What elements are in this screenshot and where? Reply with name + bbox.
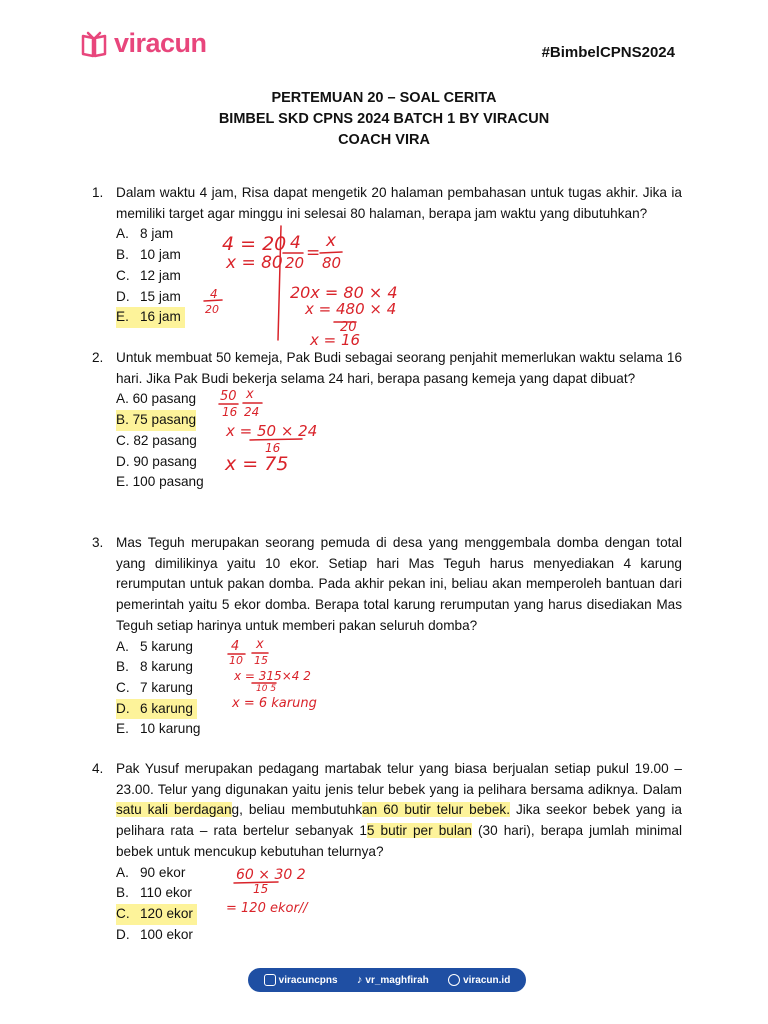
hw-q1-line2: x = 80 — [226, 253, 283, 273]
hw-q3-line3: x = 6 karung — [232, 696, 317, 711]
hw-q1-frac-d: 80 — [322, 254, 342, 272]
hw-q1-step2: x = 480 × 4 — [305, 300, 397, 318]
question-text: Dalam waktu 4 jam, Risa dapat mengetik 20 halaman pembahasan untuk tugas akhir. Jika ia memiliki target agar minggu ini selesai 80 halaman, berapa jam waktu yang dibutuhkan? — [116, 185, 682, 221]
option-c: C. 7 karung — [116, 679, 193, 695]
question-text: Untuk membuat 50 kemeja, Pak Budi sebagai seorang penjahit memerlukan waktu selama 16 hari. Jika Pak Budi bekerja selama 24 hari, berapa pasang kemeja yang dapat dibuat? — [116, 350, 682, 386]
tiktok-icon: ♪ — [356, 974, 363, 986]
option-c: C. 82 pasang — [116, 432, 197, 448]
hashtag: #BimbelCPNS2024 — [541, 44, 675, 61]
hw-q4-line3: = 120 ekor// — [226, 901, 308, 916]
hw-q2-frac-a: 50 — [220, 389, 237, 404]
hw-q4-line1: 60 × 30 2 — [236, 867, 306, 883]
option-b: B. 10 jam — [116, 247, 181, 263]
title-line-2: BIMBEL SKD CPNS 2024 BATCH 1 BY VIRACUN — [218, 111, 550, 127]
question-number: 3. — [92, 535, 104, 550]
website-link[interactable]: viracun.id — [448, 974, 510, 986]
question-text: Mas Teguh merupakan seorang pemuda di desa yang menggembala domba dengan total yang dimilikinya yaitu 10 ekor. Setiap hari Mas Teguh harus menyediakan 4 karung rerumputan untuk pakan domba. Pada akhir pekan ini, beliau akan memperoleh bantuan dari pemerintah yaitu 5 ekor domba. Berapa total karung rerumputan yang harus disediakan Mas Teguh setiap harinya untuk memberi pakan seluruh domba? — [116, 535, 682, 633]
option-b: B. 75 pasang — [116, 410, 682, 431]
instagram-icon — [264, 974, 276, 986]
option-list — [116, 637, 682, 741]
option-b: B. 110 ekor — [116, 885, 192, 901]
option-e: E. 10 karung — [116, 721, 201, 737]
document-titles — [0, 88, 768, 151]
title-line-3: COACH VIRA — [338, 132, 430, 148]
hw-q2-frac-d: 24 — [244, 405, 260, 419]
option-d: D. 90 pasang — [116, 453, 197, 469]
brand-name: viracun — [114, 28, 207, 58]
hw-q2-line2: 16 — [265, 441, 281, 455]
hw-q1-step4: x = 16 — [310, 331, 361, 349]
question-number: 1. — [92, 185, 104, 200]
hw-q3-frac-a: 4 — [231, 639, 240, 654]
option-e: E. 100 pasang — [116, 474, 204, 490]
hw-q3-line2: 10 5 — [256, 684, 277, 694]
hw-q1-side-b: 20 — [205, 303, 219, 316]
title-line-1: PERTEMUAN 20 – SOAL CERITA — [271, 90, 497, 106]
option-d: D. 6 karung — [116, 699, 682, 720]
hw-q2-frac-c: x — [246, 387, 254, 402]
hw-q2-line3: x = 75 — [225, 453, 289, 475]
hw-q1-line1: 4 = 20 — [222, 233, 287, 255]
hw-q1-step3: 20 — [340, 320, 357, 335]
question-4 — [92, 759, 682, 945]
page-header — [0, 0, 768, 80]
option-list — [116, 389, 682, 493]
question-number: 2. — [92, 350, 104, 365]
social-footer — [248, 968, 526, 992]
hw-q1-step1: 20x = 80 × 4 — [290, 283, 398, 302]
option-a: A. 5 karung — [116, 638, 193, 654]
question-1 — [92, 183, 682, 328]
hw-q3-frac-d: 15 — [254, 654, 268, 667]
hw-q1-frac-a: 4 — [290, 233, 301, 253]
option-c: C. 120 ekor — [116, 904, 682, 925]
hw-q4-line2: 15 — [253, 882, 269, 896]
hw-q2-line1: x = 50 × 24 — [226, 422, 318, 440]
highlight: satu kali berdagan — [116, 802, 232, 818]
option-a: A. 8 jam — [116, 226, 174, 242]
hw-q3-frac-c: x — [256, 637, 264, 652]
hw-q1-frac-b: 20 — [285, 254, 305, 272]
hw-q1-frac-c: x — [326, 231, 337, 251]
option-a: A. 60 pasang — [116, 391, 197, 407]
highlight: 5 butir per bulan — [366, 823, 472, 839]
instagram-link[interactable]: viracuncpns — [264, 974, 338, 986]
option-d: D. 15 jam — [116, 288, 181, 304]
option-a: A. 90 ekor — [116, 864, 186, 880]
question-number: 4. — [92, 761, 104, 776]
highlight: an 60 butir telur bebek. — [362, 802, 510, 818]
question-3 — [92, 533, 682, 740]
viracun-logo — [80, 28, 207, 59]
book-logo-icon — [80, 30, 108, 58]
hw-q3-frac-b: 10 — [229, 654, 243, 667]
hw-q3-line1: x = 315×4 2 — [234, 669, 311, 683]
option-list — [116, 224, 682, 328]
option-b: B. 8 karung — [116, 659, 193, 675]
hw-q1-side-a: 4 — [210, 287, 218, 301]
option-c: C. 12 jam — [116, 267, 181, 283]
option-e: E. 16 jam — [116, 307, 682, 328]
globe-icon — [448, 974, 460, 986]
hw-q1-eq: = — [306, 243, 321, 263]
option-d: D. 100 ekor — [116, 926, 193, 942]
question-text: Pak Yusuf merupakan pedagang martabak telur yang biasa berjualan setiap pukul 19.00 – 23.00. Telur yang digunakan yaitu jenis telur bebek yang ia pelihara bersama adiknya. Dalam satu kali berdagang, beliau membutuhkan 60 butir telur bebek. Jika seekor bebek yang ia pelihara rata – rata bertelur sebanyak 15 butir per bulan (30 hari), berapa jumlah minimal bebek untuk mencukup kebutuhan telurnya? — [116, 761, 683, 859]
option-list — [116, 863, 682, 946]
hw-q2-frac-b: 16 — [222, 405, 238, 419]
tiktok-link[interactable]: ♪ vr_maghfirah — [356, 974, 429, 986]
question-2 — [92, 348, 682, 493]
